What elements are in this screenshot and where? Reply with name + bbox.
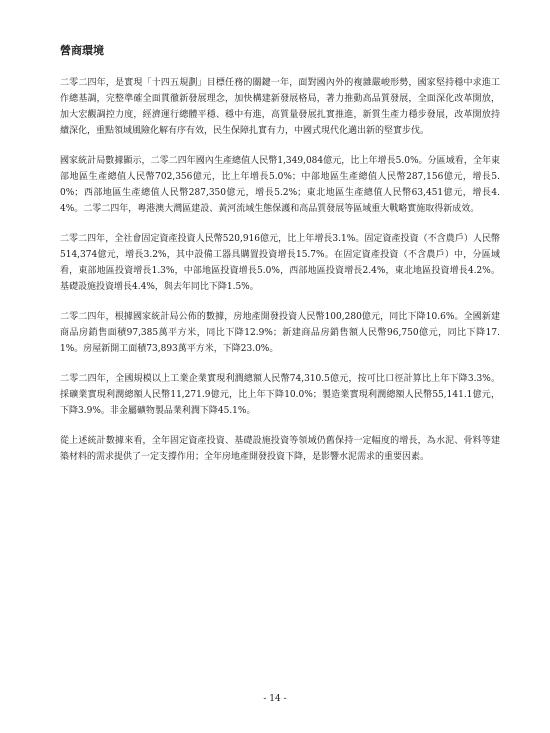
paragraph-fixed-asset-investment: 二零二四年，全社會固定資產投資人民幣520,916億元，比上年增長3.1%。固定資產投資（不含農戶）人民幣514,374億元，增長3.2%，其中設備工器具購置投資增長15.7%。在固定資產投資（不含農戶）中，分區域看，東部地區投資增長1.3%，中部地區投資增長5.0%，西部地區投資增長2.4%，東北地區投資增長4.2%。基礎設施投資增長4.4%，與去年同比下降1.5%。 (60, 234, 500, 292)
paragraph-real-estate: 二零二四年，根據國家統計局公佈的數據，房地產開發投資人民幣100,280億元，同比下降10.6%。全國新建商品房銷售面積97,385萬平方米，同比下降12.9%；新建商品房銷售額人民幣96,750億元，同比下降17.1%。房屋新開工面積73,893萬平方米，下降23.0%。 (60, 312, 500, 354)
page-number: - 14 - (263, 694, 287, 704)
section-title: 營商環境 (60, 44, 104, 57)
paragraph-gdp: 國家統計局數據顯示，二零二四年國內生產總值人民幣1,349,084億元，比上年增長5.0%。分區域看，全年東部地區生產總值人民幣702,356億元，比上年增長5.0%；中部地區生產總值人民幣287,156億元，增長5.0%；西部地區生產總值人民幣287,350億元，增長5.2%；東北地區生產總值人民幣63,451億元，增長4.4%。二零二四年，粵港澳大灣區建設、黃河流域生態保護和高品質發展等區域重大戰略實施取得新成效。 (60, 156, 500, 214)
paragraph-conclusion: 從上述統計數據來看，全年固定資產投資、基礎設施投資等領域仍舊保持一定幅度的增長，為水泥、骨料等建築材料的需求提供了一定支撐作用；全年房地產開發投資下降，是影響水泥需求的重要因素。 (60, 436, 500, 462)
paragraph-overview: 二零二四年，是實現「十四五規劃」目標任務的關鍵一年，面對國內外的複雜嚴峻形勢，國家堅持穩中求進工作總基調，完整準確全面貫徹新發展理念，加快構建新發展格局，著力推動高品質發展，全面深化改革開放，加大宏觀調控力度，經濟運行總體平穩、穩中有進，高質量發展扎實推進，新質生產力穩步發展，改革開放持續深化，重點領域風險化解有序有效，民生保障扎實有力，中國式現代化邁出新的堅實步伐。 (60, 78, 500, 136)
page-content (60, 44, 500, 479)
paragraph-industrial-profits: 二零二四年，全國規模以上工業企業實現利潤總額人民幣74,310.5億元，按可比口徑計算比上年下降3.3%。採礦業實現利潤總額人民幣11,271.9億元，比上年下降10.0%；製造業實現利潤總額人民幣55,141.1億元，下降3.9%。非金屬礦物製品業利潤下降45.1%。 (60, 374, 500, 416)
